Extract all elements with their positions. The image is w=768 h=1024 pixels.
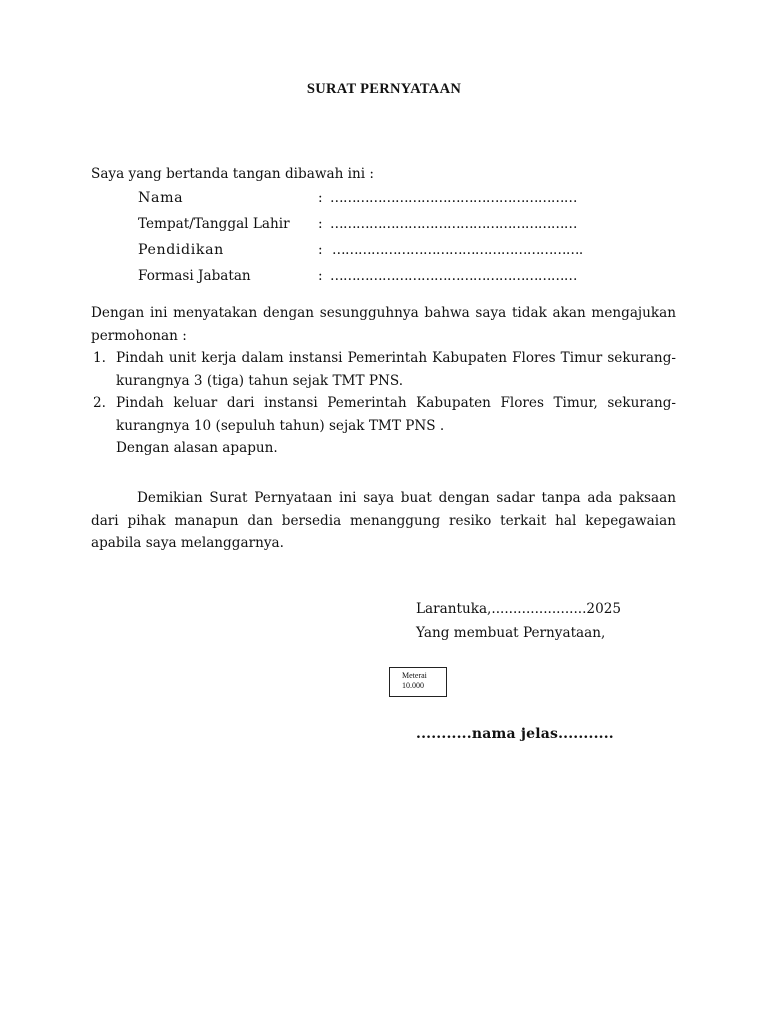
field-label: Tempat/Tanggal Lahir <box>138 216 290 232</box>
meterai-stamp-box <box>389 667 447 697</box>
list-item <box>91 392 676 437</box>
signer-name: ...........nama jelas........... <box>416 726 614 742</box>
meterai-label: Meterai <box>402 671 427 680</box>
field-value-placeholder: ………………………………………………… <box>330 190 577 206</box>
field-label: Pendidikan <box>138 242 224 258</box>
meterai-value: 10.000 <box>402 681 424 690</box>
statement-paragraph: Dengan ini menyatakan dengan sesungguhnya bahwa saya tidak akan mengajukan permohonan : <box>91 305 676 344</box>
list-item <box>91 347 676 392</box>
list-item-number: 1. <box>93 350 106 366</box>
signature-block <box>416 598 621 645</box>
list-item-text: Pindah keluar dari instansi Pemerintah Kabupaten Flores Timur, sekurang-kurangnya 10 (sepuluh tahun) sejak TMT PNS . <box>116 395 676 434</box>
document-title: SURAT PERNYATAAN <box>306 81 462 97</box>
field-separator: : <box>318 268 323 284</box>
signer-caption: Yang membuat Pernyataan, <box>416 624 606 641</box>
list-closing-text: Dengan alasan apapun. <box>116 440 278 456</box>
field-separator: : <box>318 242 323 258</box>
field-value-placeholder: ………………………………………………… <box>330 216 577 232</box>
closing-paragraph: Demikian Surat Pernyataan ini saya buat dengan sadar tanpa ada paksaan dari pihak manapun dan bersedia menanggung resiko terkait hal kepegawaian apabila saya melanggarnya. <box>91 490 676 551</box>
field-label: Formasi Jabatan <box>138 268 251 284</box>
place-date: Larantuka,......................2025 <box>416 601 622 617</box>
field-separator: : <box>318 216 323 232</box>
field-separator: : <box>318 190 323 206</box>
list-item-number: 2. <box>93 395 106 411</box>
field-label: Nama <box>138 190 184 206</box>
list-item-text: Pindah unit kerja dalam instansi Pemerintah Kabupaten Flores Timur sekurang-kurangnya 3 (tiga) tahun sejak TMT PNS. <box>116 350 676 389</box>
field-value-placeholder: ………………………………………………… <box>330 268 577 284</box>
field-value-placeholder: …………………………………………………. <box>332 242 583 258</box>
numbered-list <box>91 347 676 460</box>
intro-text: Saya yang bertanda tangan dibawah ini : <box>91 166 375 182</box>
